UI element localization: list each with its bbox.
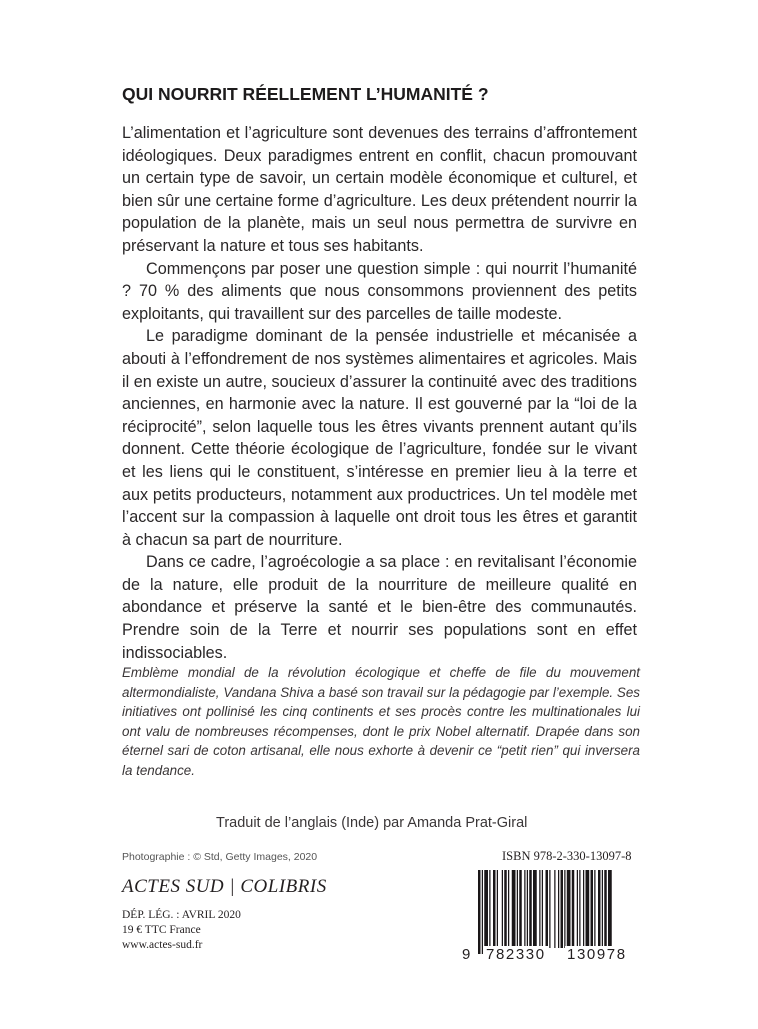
barcode-bar xyxy=(602,870,603,948)
barcode-bar xyxy=(542,870,543,954)
author-bio: Emblème mondial de la révolution écologique et cheffe de file du mouvement altermondialiste, Vandana Shiva a basé son travail sur la pédagogie par l’exemple. Ses initiatives ont pollinisé les cinq continents et ses procès contre les multinationales lui ont valu de nombreuses récompenses, dont le prix Nobel alternatif. Drapée dans son éternel sari de coton artisanal, elle nous exhorte à devenir ce “petit rien” qui inversera la tendance. xyxy=(122,665,640,778)
barcode-bar xyxy=(608,870,612,954)
publisher-logo: ACTES SUD | COLIBRIS xyxy=(122,876,327,897)
price: 19 € TTC France xyxy=(122,924,201,936)
barcode-left-group: 782330 xyxy=(486,946,546,963)
barcode-bar xyxy=(554,870,555,948)
barcode xyxy=(462,870,644,970)
barcode-bar xyxy=(519,870,522,948)
translator-credit: Traduit de l’anglais (Inde) par Amanda Prat-Giral xyxy=(216,815,528,831)
barcode-bar xyxy=(558,870,559,948)
barcode-bar xyxy=(504,870,507,948)
publication-info xyxy=(122,908,241,953)
website: www.actes-sud.fr xyxy=(122,939,203,951)
barcode-right-group: 130978 xyxy=(567,946,627,963)
barcode-bar xyxy=(549,870,550,948)
barcode-bar xyxy=(572,870,575,948)
barcode-bar xyxy=(594,870,595,948)
barcode-bar xyxy=(502,870,503,948)
barcode-bar xyxy=(478,870,481,954)
barcode-bar xyxy=(539,870,540,948)
summary-text xyxy=(122,122,637,664)
barcode-bar xyxy=(598,870,601,948)
barcode-bar xyxy=(591,870,594,948)
barcode-bar xyxy=(586,870,590,948)
barcode-bar xyxy=(604,870,607,948)
barcode-bar xyxy=(546,870,549,954)
barcode-bar xyxy=(497,870,498,948)
legal-deposit: DÉP. LÉG. : AVRIL 2020 xyxy=(122,909,241,921)
barcode-bar xyxy=(489,870,490,948)
isbn: ISBN 978-2-330-13097-8 xyxy=(502,849,632,863)
barcode-bar xyxy=(583,870,584,948)
barcode-digits xyxy=(462,946,644,968)
barcode-bar xyxy=(493,870,496,948)
barcode-bar xyxy=(529,870,532,948)
barcode-bar xyxy=(482,870,483,954)
barcode-bars xyxy=(462,870,644,956)
barcode-bar xyxy=(533,870,537,948)
barcode-bar xyxy=(567,870,571,948)
book-title: QUI NOURRIT RÉELLEMENT L’HUMANITÉ ? xyxy=(122,84,489,104)
barcode-bar xyxy=(512,870,516,948)
barcode-first-digit: 9 xyxy=(462,946,471,963)
photo-credit: Photographie : © Std, Getty Images, 2020 xyxy=(122,851,318,863)
summary-paragraph-4: Dans ce cadre, l’agroécologie a sa place : en revitalisant l’économie de la nature, elle produit de la nourriture de meilleure qualité en abondance et préserve la santé et le bien-être des communautés. Prendre soin de la Terre et nourrir ses populations sont en effet indissociables. xyxy=(122,553,637,662)
barcode-bar xyxy=(561,870,564,948)
barcode-bar xyxy=(524,870,525,948)
barcode-bar xyxy=(577,870,578,948)
barcode-bar xyxy=(527,870,528,948)
summary-paragraph-2: Commençons par poser une question simple : qui nourrit l’humanité ? 70 % des aliments que nous consommons proviennent des petits exploitants, qui travaillent sur des parcelles de taille modeste. xyxy=(122,259,637,323)
barcode-bar xyxy=(517,870,518,948)
barcode-bar xyxy=(579,870,580,948)
barcode-bar xyxy=(564,870,565,948)
summary-paragraph-1: L’alimentation et l’agriculture sont devenues des terrains d’affrontement idéologiques. Deux paradigmes entrent en conflit, chacun promouvant un certain type de savoir, un certain modèle économique et culturel, et bien sûr une certaine forme d’agriculture. Les deux prétendent nourrir la population de la planète, mais un seul nous permettra de survivre en préservant la nature et tous ses habitants. xyxy=(122,124,637,255)
barcode-bar xyxy=(508,870,509,948)
barcode-bar xyxy=(484,870,488,948)
summary-paragraph-3: Le paradigme dominant de la pensée industrielle et mécanisée a abouti à l’effondrement de nos systèmes alimentaires et agricoles. Mais il en existe un autre, soucieux d’assurer la continuité avec des traditions anciennes, en harmonie avec la nature. Il est gouverné par la “loi de la réciprocité”, selon laquelle tous les êtres vivants prennent autant qu’ils donnent. Cette théorie écologique de l’agriculture, fondée sur le vivant et les liens qui le constituent, s’intéresse en premier lieu à la terre et aux petits producteurs, notamment aux productrices. Un tel modèle met l’accent sur la compassion à laquelle ont droit tous les êtres et garantit à chacun sa part de nourriture. xyxy=(122,327,637,549)
